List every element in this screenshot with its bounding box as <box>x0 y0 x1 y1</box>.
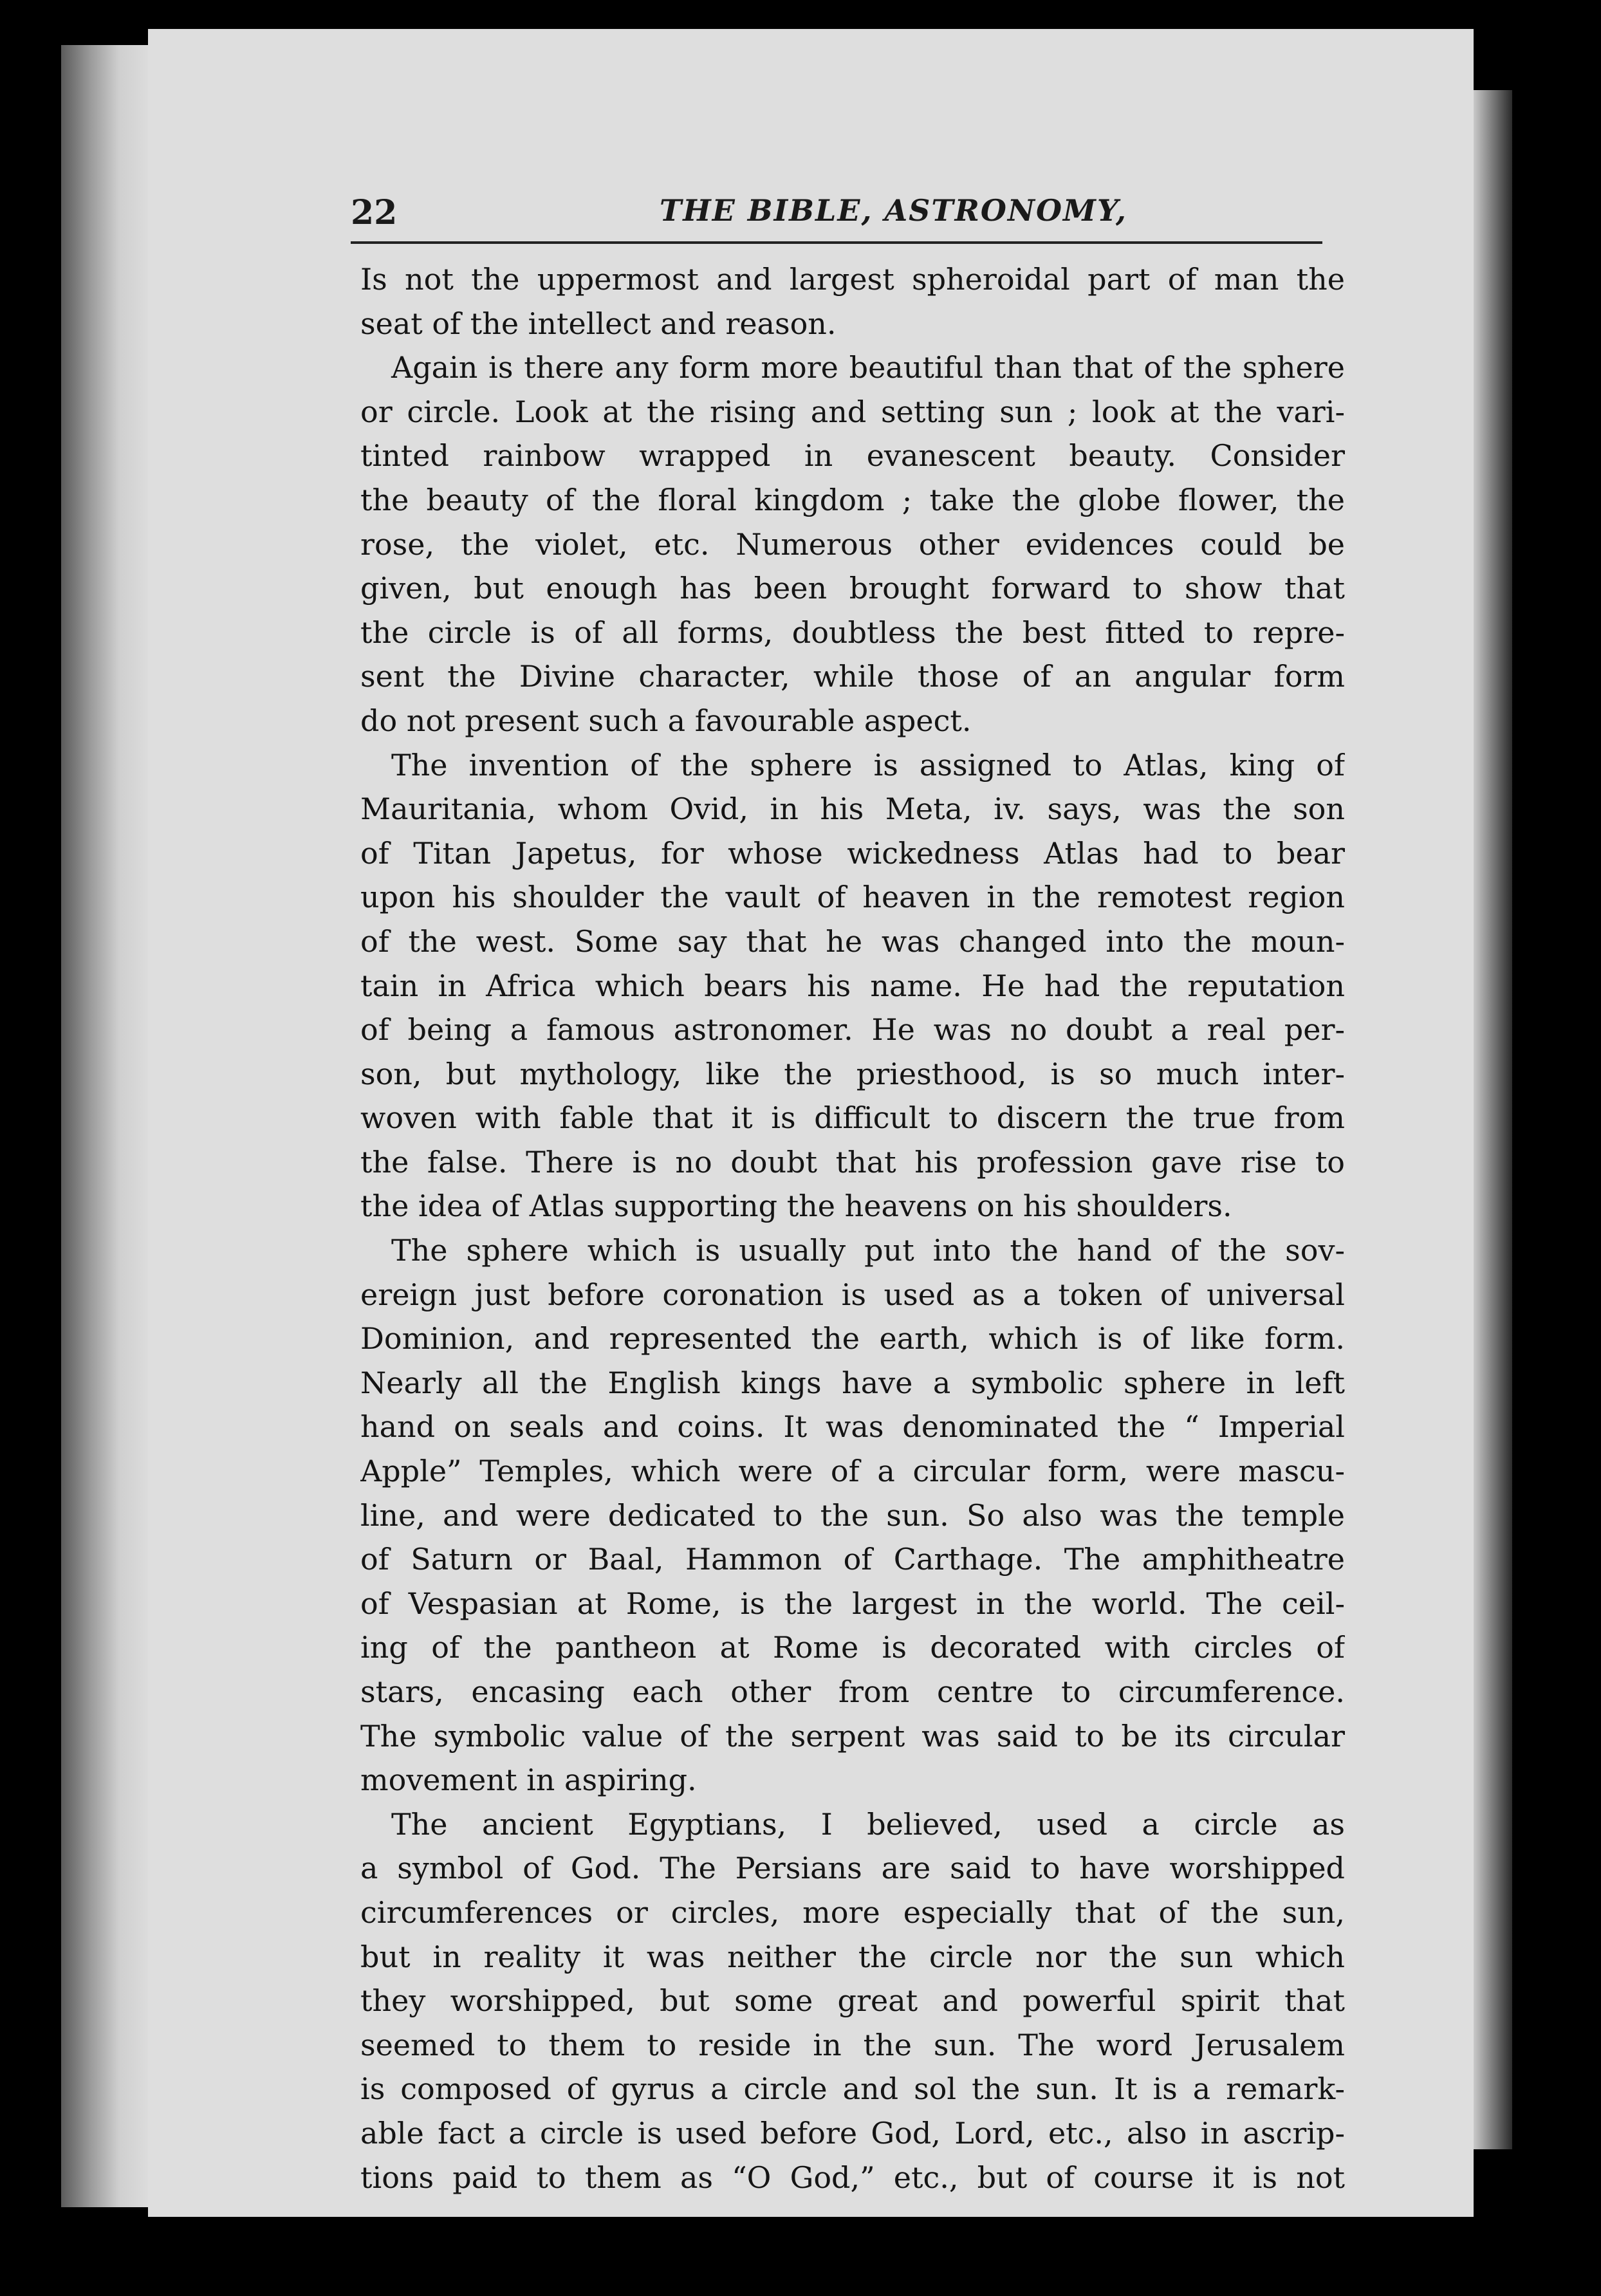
text-line: Apple” Temples, which were of a circular form, were mascu- <box>360 1454 1345 1489</box>
text-line: upon his shoulder the vault of heaven in the remotest region <box>360 880 1345 915</box>
text-line: the false. There is no doubt that his profession gave rise to <box>360 1144 1345 1180</box>
text-line: of Vespasian at Rome, is the largest in the world. The ceil- <box>360 1586 1345 1621</box>
text-line: of being a famous astronomer. He was no doubt a real per- <box>360 1012 1345 1048</box>
text-line: is composed of gyrus a circle and sol the sun. It is a remark- <box>360 2071 1345 2107</box>
body-text <box>360 257 1345 2199</box>
text-line: tinted rainbow wrapped in evanescent beauty. Consider <box>360 438 1345 474</box>
book-page-edges <box>61 45 158 2207</box>
text-line: they worshipped, but some great and powerful spirit that <box>360 1983 1345 2019</box>
text-line: seemed to them to reside in the sun. The word Jerusalem <box>360 2027 1345 2062</box>
text-line: a symbol of God. The Persians are said to have worshipped <box>360 1851 1345 1886</box>
text-line: given, but enough has been brought forward to show that <box>360 571 1345 606</box>
text-line: The invention of the sphere is assigned to Atlas, king of <box>391 747 1345 782</box>
text-line: seat of the intellect and reason. <box>360 306 837 341</box>
text-line: circumferences or circles, more especially that of the sun, <box>360 1894 1345 1930</box>
text-line: but in reality it was neither the circle nor the sun which <box>360 1939 1345 1974</box>
page-number: 22 <box>351 193 398 232</box>
header-rule <box>351 241 1322 244</box>
text-line: stars, encasing each other from centre to circumference. <box>360 1674 1345 1709</box>
text-line: movement in aspiring. <box>360 1763 697 1798</box>
text-line: of Titan Japetus, for whose wickedness Atlas had to bear <box>360 835 1345 871</box>
text-line: ereign just before coronation is used as a token of universal <box>360 1277 1345 1312</box>
text-line: The ancient Egyptians, I believed, used a circle as <box>391 1806 1345 1842</box>
text-line: rose, the violet, etc. Numerous other evidences could be <box>360 526 1345 562</box>
text-line: Again is there any form more beautiful than that of the sphere <box>391 350 1345 385</box>
text-line: the beauty of the floral kingdom ; take the globe flower, the <box>360 482 1345 517</box>
text-line: Nearly all the English kings have a symbolic sphere in left <box>360 1365 1345 1400</box>
running-head: THE BIBLE, ASTRONOMY, <box>660 193 1127 228</box>
text-line: do not present such a favourable aspect. <box>360 703 972 738</box>
text-line: The symbolic value of the serpent was said to be its circular <box>360 1718 1345 1754</box>
text-line: The sphere which is usually put into the hand of the sov- <box>391 1233 1345 1268</box>
text-line: son, but mythology, like the priesthood, is so much inter- <box>360 1056 1345 1091</box>
text-line: or circle. Look at the rising and setting sun ; look at the vari- <box>360 394 1345 429</box>
text-line: Mauritania, whom Ovid, in his Meta, iv. says, was the son <box>360 792 1345 827</box>
text-line: ing of the pantheon at Rome is decorated with circles of <box>360 1630 1345 1665</box>
text-line: tain in Africa which bears his name. He had the reputation <box>360 968 1345 1003</box>
text-line: the idea of Atlas supporting the heavens on his shoulders. <box>360 1189 1232 1224</box>
page-header <box>351 187 1322 238</box>
text-line: able fact a circle is used before God, Lord, etc., also in ascrip- <box>360 2115 1345 2151</box>
text-line: Dominion, and represented the earth, which is of like form. <box>360 1321 1345 1356</box>
text-line: Is not the uppermost and largest spheroidal part of man the <box>360 262 1345 297</box>
text-line: line, and were dedicated to the sun. So also was the temple <box>360 1497 1345 1533</box>
text-line: hand on seals and coins. It was denominated the “ Imperial <box>360 1409 1345 1445</box>
text-line: sent the Divine character, while those of an angular form <box>360 659 1345 694</box>
text-line: woven with fable that it is difficult to discern the true from <box>360 1100 1345 1136</box>
text-line: of the west. Some say that he was changed into the moun- <box>360 923 1345 959</box>
text-line: of Saturn or Baal, Hammon of Carthage. The amphitheatre <box>360 1542 1345 1577</box>
book-gutter-shadow <box>1474 90 1512 2149</box>
text-line: the circle is of all forms, doubtless the best fitted to repre- <box>360 615 1345 650</box>
text-line: tions paid to them as “O God,” etc., but of course it is not <box>360 2160 1345 2195</box>
